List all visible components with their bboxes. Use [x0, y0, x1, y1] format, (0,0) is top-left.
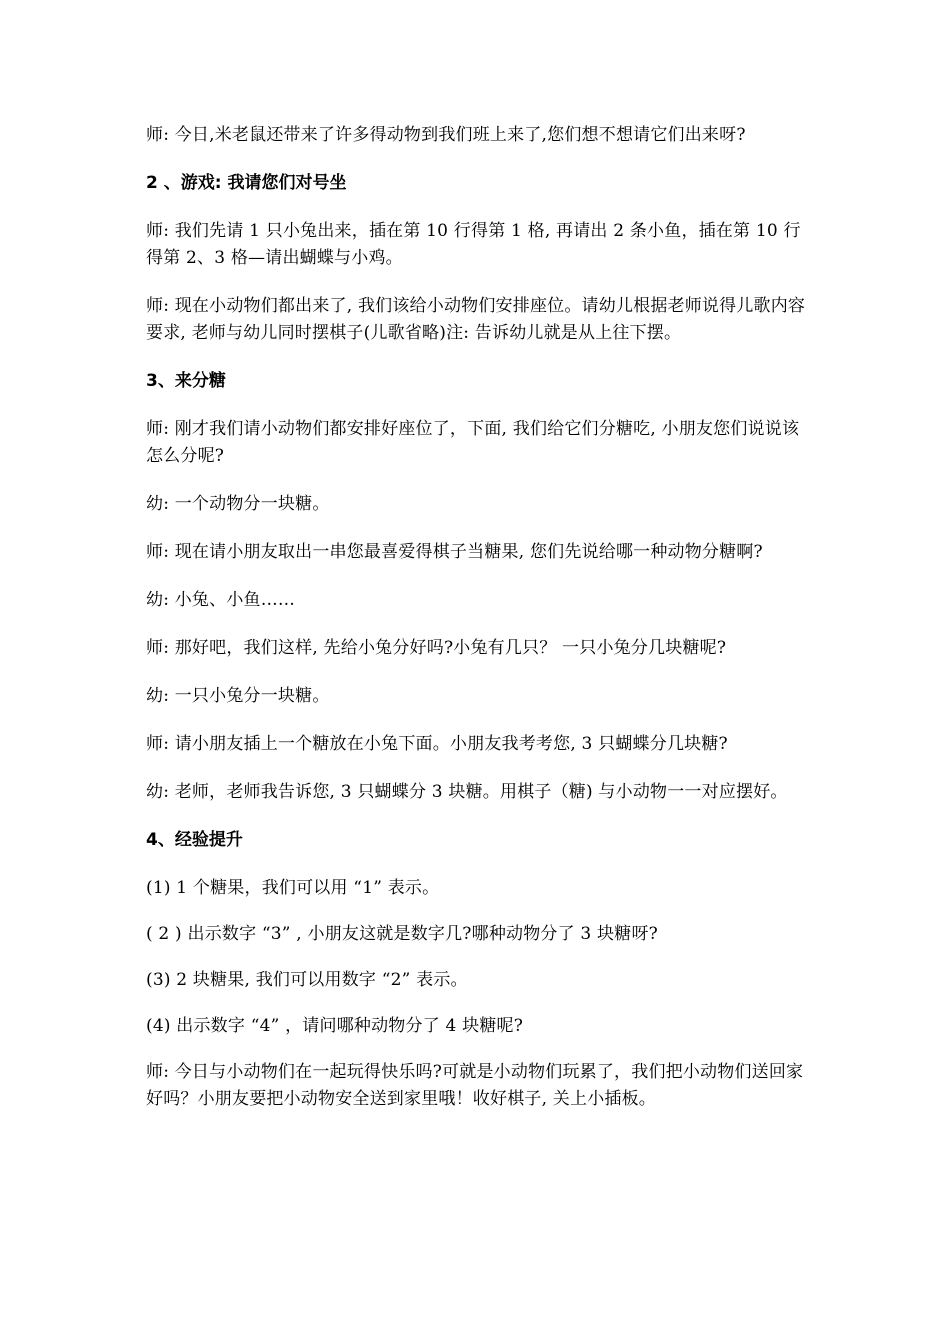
- paragraph-candy-3: 师: 现在请小朋友取出一串您最喜爱得棋子当糖果, 您们先说给哪一种动物分糖啊?: [146, 542, 763, 562]
- paragraph-experience-3: (3) 2 块糖果, 我们可以用数字 “2” 表示。: [146, 970, 468, 990]
- paragraph-intro: 师: 今日,米老鼠还带来了许多得动物到我们班上来了,您们想不想请它们出来呀?: [146, 125, 746, 145]
- paragraph-candy-7: 师: 请小朋友插上一个糖放在小兔下面。小朋友我考考您, 3 只蝴蝶分几块糖?: [146, 734, 728, 754]
- paragraph-game-1: 师: 我们先请 1 只小兔出来，插在第 10 行得第 1 格, 再请出 2 条小鱼，插在第 10 行得第 2、3 格—请出蝴蝶与小鸡。: [146, 221, 801, 268]
- section-heading-candy: 3、来分糖: [146, 371, 226, 391]
- paragraph-candy-8: 幼: 老师，老师我告诉您, 3 只蝴蝶分 3 块糖。用棋子（糖) 与小动物一一对应摆好。: [146, 782, 788, 802]
- paragraph-candy-1: 师: 刚才我们请小动物们都安排好座位了，下面, 我们给它们分糖吃, 小朋友您们说说该怎么分呢?: [146, 419, 800, 466]
- paragraph-candy-6: 幼: 一只小兔分一块糖。: [146, 686, 330, 706]
- paragraph-candy-4: 幼: 小兔、小鱼……: [146, 590, 296, 610]
- section-heading-experience: 4、经验提升: [146, 830, 243, 850]
- paragraph-experience-1: (1) 1 个糖果，我们可以用 “1” 表示。: [146, 878, 440, 898]
- paragraph-experience-4: (4) 出示数字 “4” ，请问哪种动物分了 4 块糖呢?: [146, 1016, 524, 1036]
- document-page: [146, 122, 806, 1134]
- paragraph-closing: 师: 今日与小动物们在一起玩得快乐吗?可就是小动物们玩累了，我们把小动物们送回家好吗？小朋友要把小动物安全送到家里哦！收好棋子, 关上小插板。: [146, 1062, 804, 1109]
- paragraph-experience-2: ( 2 ) 出示数字 “3” , 小朋友这就是数字几?哪种动物分了 3 块糖呀?: [146, 924, 658, 944]
- section-heading-game: 2 、游戏: 我请您们对号坐: [146, 173, 347, 193]
- paragraph-candy-5: 师: 那好吧，我们这样, 先给小兔分好吗?小兔有几只？ 一只小兔分几块糖呢?: [146, 638, 727, 658]
- paragraph-game-2: 师: 现在小动物们都出来了, 我们该给小动物们安排座位。请幼儿根据老师说得儿歌内容要求, 老师与幼儿同时摆棋子(儿歌省略)注: 告诉幼儿就是从上往下摆。: [146, 296, 806, 343]
- paragraph-candy-2: 幼: 一个动物分一块糖。: [146, 494, 330, 514]
